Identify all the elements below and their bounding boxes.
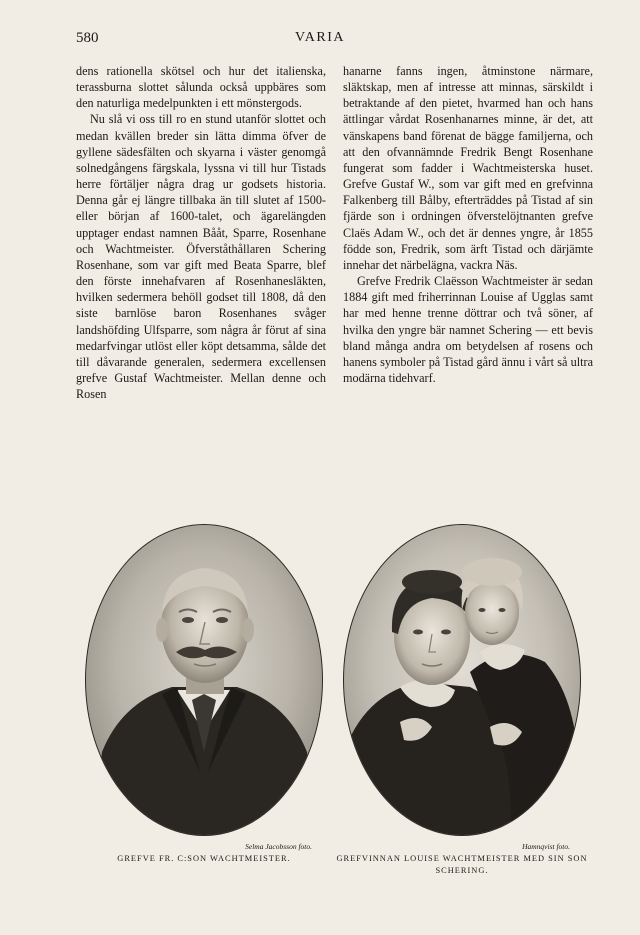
- portrait-figure-countess: [336, 522, 588, 877]
- right-text-column: [343, 63, 593, 386]
- page-header: [0, 30, 640, 50]
- paragraph: Grefve Fredrik Claësson Wachtmeister är sedan 1884 gift med friherrinnan Louise af Ugglas samt har med henne trenne döttrar och två söner, af hvilka den yngre bär namnet Schering — ett bevis bland många andra om betydelsen af rosens och hanens symboler på Tistad gård ännu i vårt så ultra modärna tidehvarf.: [343, 274, 593, 385]
- photo-credit: Hamnqvist foto.: [522, 842, 570, 851]
- paragraph: Nu slå vi oss till ro en stund utanför slottet och medan kvällen breder sin lätta dimma öfver de gyllene sädesfälten och skyarna i väster genomgå solnedgångens färgskala, lyssna vi till hur Tistads herre förtäljer några drag ur godsets historia. Denna går ej längre tillbaka än till slutet af 1500- eller början af 1600-talet, och ägarelängden upptager endast namnen Bååt, Sparre, Rosenhane och Wachtmeister. Öfverståthållaren Schering Rosenhane, som var gift med Beata Sparre, blef den förste innehafvaren af Rosenhanesläkten, hvilken sedermera behöll godset till 1808, då den siste barnlöse baron Rosenhanes svåger landshöfding Ulfsparre, som några år förut af sina medarfvingar utlöst eller köpt detsamma, sålde det till dåvarande generalen, sedermera excellensen grefve Gustaf Wachtmeister. Mellan denne och Rosen: [76, 112, 326, 402]
- paragraph: dens rationella skötsel och hur det italienska, terassburna slottet sålunda också uppbäres som den naturliga medelpunkten i ett mönstergods.: [76, 64, 326, 111]
- figure-caption: GREFVINNAN LOUISE WACHTMEISTER MED SIN SON SCHERING.: [336, 854, 588, 875]
- portrait-photo-countess-and-son: [340, 522, 584, 840]
- page-number: 580: [76, 30, 99, 46]
- running-title: VARIA: [294, 30, 346, 45]
- left-text-column: [76, 63, 326, 402]
- paragraph: hanarne fanns ingen, åtminstone närmare, släktskap, men af intresse att minnas, särskildt i betraktande af den pietet, hvarmed han och hans ättlingar vårdat Rosenhanarnes minne, är det, att vänskapens band förenat de bägge familjerna, och att den ofvannämnde Fredrik Bengt Rosenhane fungerat som fadder i Wachtmeisterska huset. Grefve Gustaf W., som var gift med en grefvinna Falkenberg till Bålby, efterträddes på Tistad af sin fjärde son i ordningen öfverstelöjtnanten grefve Claës Adam W., och det är dennes yngre, år 1855 födde son, Fredrik, som ärft Tistad och därjämte innehar det närbelägna, vackra Näs.: [343, 64, 593, 272]
- portrait-figure-count: [82, 522, 326, 865]
- portrait-photo-count: [82, 522, 326, 840]
- figure-caption: GREFVE FR. C:SON WACHTMEISTER.: [117, 854, 291, 863]
- photo-credit: Selma Jacobsson foto.: [245, 842, 312, 851]
